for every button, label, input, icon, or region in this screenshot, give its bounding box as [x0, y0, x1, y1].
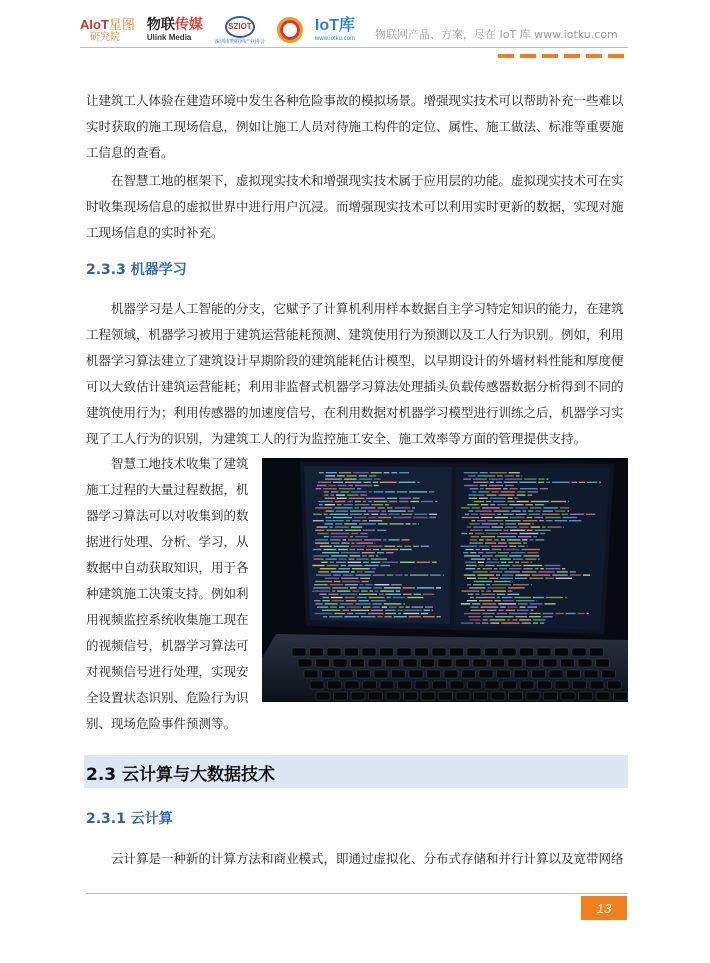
page-number: 13	[581, 896, 627, 920]
ring-logo-icon	[277, 17, 303, 43]
sziot-logo	[215, 16, 265, 45]
paragraph-cloud-computing: 云计算是一种新的计算方法和商业模式，即通过虚拟化、分布式存储和并行计算以及宽带网络	[111, 851, 624, 866]
section-heading-2-3: 2.3 云计算与大数据技术	[86, 765, 276, 785]
ulink-media-logo	[147, 18, 203, 42]
paragraph-vr-ar-application: 在智慧工地的框架下，虚拟现实技术和增强现实技术属于应用层的功能。虚拟现实技术可在实时收集现场信息的虚拟世界中进行用户沉浸。而增强现实技术可以利用实时更新的数据，实现对施工现场信息的实时补充。	[86, 173, 624, 240]
header-tagline: 物联网产品、方案，尽在 IoT 库 www.iotku.com	[375, 28, 618, 41]
section-heading-2-3-3: 2.3.3 机器学习	[86, 262, 187, 278]
aiot-logo-sub: 研究院	[90, 31, 120, 43]
paragraph-machine-learning: 机器学习是人工智能的分支，它赋予了计算机利用样本数据自主学习特定知识的能力，在建筑工程领域，机器学习被用于建筑运营能耗预测、建筑使用行为预测以及工人行为识别。例如，利用机器学习算法建立了建筑设计早期阶段的建筑能耗估计模型，以早期设计的外墙材料性能和厚度便可以大致估计建筑运营能耗；利用非监督式机器学习算法处理插头负载传感器数据分析得到不同的建筑使用行为；利用传感器的加速度信号，在利用数据对机器学习模型进行训练之后，机器学习实现了工人行为的识别，为建筑工人的行为监控施工安全、施工效率等方面的管理提供支持。	[86, 301, 624, 446]
logo-strip	[80, 12, 355, 48]
aiot-logo-cn: 星图	[108, 16, 135, 32]
ulink-logo-cn-a: 物联	[146, 17, 175, 33]
header-dash-decoration	[498, 54, 624, 58]
aiot-logo-text: AIoT	[80, 16, 109, 32]
sziot-logo-sub: 深圳市物联网产业协会	[214, 38, 265, 45]
ulink-logo-en: Ulink Media	[146, 33, 192, 42]
aiot-logo	[80, 18, 135, 43]
laptop-code-illustration	[262, 458, 628, 702]
iotku-logo	[315, 18, 355, 42]
ulink-logo-cn-b: 传媒	[174, 17, 203, 33]
page-header	[0, 0, 710, 70]
paragraph-ar-vr-intro: 让建筑工人体验在建造环境中发生各种危险事故的模拟场景。增强现实技术可以帮助补充一些难以实时获取的施工现场信息，例如让施工人员对待施工构件的定位、属性、施工做法、标准等重要施工信息的查看。	[86, 93, 624, 160]
laptop-code-photo	[262, 458, 628, 702]
paragraph-smart-site-ml: 智慧工地技术收集了建筑施工过程的大量过程数据，机器学习算法可以对收集到的数据进行处理、分析、学习，从数据中自动获取知识，用于各种建筑施工决策支持。例如利用视频监控系统收集施工现在的视频信号，机器学习算法可对视频信号进行处理，实现安全设置状态识别、危险行为识别、现场危险事件预测等。	[86, 456, 249, 731]
sziot-logo-text: SZIOT	[225, 16, 255, 38]
footer-divider	[86, 893, 628, 894]
section-heading-2-3-1: 2.3.1 云计算	[86, 811, 173, 827]
header-divider	[80, 47, 628, 48]
iotku-logo-sub: www.iotku.com	[314, 36, 355, 42]
iotku-logo-text: IoT库	[314, 17, 355, 34]
